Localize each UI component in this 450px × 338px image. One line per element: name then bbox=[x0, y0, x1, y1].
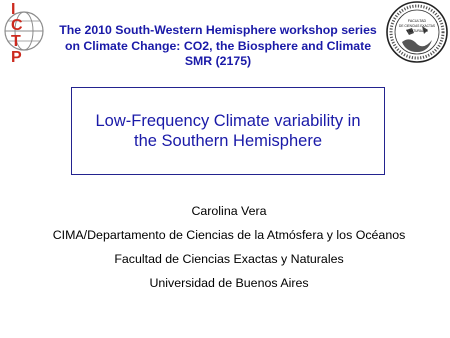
svg-text:P: P bbox=[11, 49, 22, 66]
slide-title-box bbox=[71, 87, 385, 175]
svg-text:Y NATURALES: Y NATURALES bbox=[406, 29, 428, 33]
university-seal-graphic bbox=[384, 0, 450, 64]
affiliation-university: Universidad de Buenos Aires bbox=[149, 276, 309, 290]
svg-text:C: C bbox=[11, 17, 23, 34]
affiliation-faculty: Facultad de Ciencias Exactas y Naturales bbox=[114, 252, 344, 266]
ictp-logo bbox=[2, 0, 50, 66]
university-seal bbox=[384, 0, 450, 64]
ictp-logo-graphic bbox=[2, 0, 50, 66]
author-name: Carolina Vera bbox=[191, 204, 267, 218]
svg-text:FACULTAD: FACULTAD bbox=[407, 19, 427, 23]
svg-text:T: T bbox=[11, 33, 21, 50]
workshop-title: The 2010 South-Western Hemisphere workshop series on Climate Change: CO2, the Biosphere and Climate SMR (2175) bbox=[59, 23, 377, 68]
slide-title: Low-Frequency Climate variability in the Southern Hemisphere bbox=[95, 112, 361, 150]
svg-text:I: I bbox=[11, 1, 16, 18]
svg-text:DE CIENCIAS EXACTAS: DE CIENCIAS EXACTAS bbox=[399, 24, 435, 28]
author-block bbox=[20, 203, 438, 299]
affiliation-department: CIMA/Departamento de Ciencias de la Atmósfera y los Océanos bbox=[52, 228, 406, 242]
